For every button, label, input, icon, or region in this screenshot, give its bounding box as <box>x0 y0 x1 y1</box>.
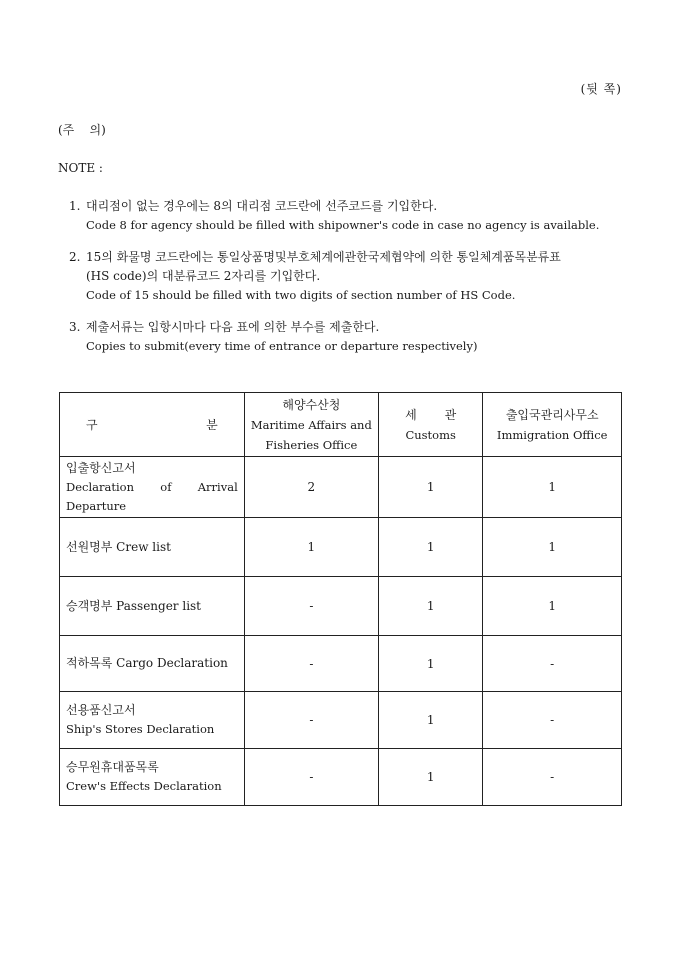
customs-copies: 1 <box>378 692 482 749</box>
row-category: 선원명부 Crew list <box>60 518 245 577</box>
table-header-row <box>60 393 622 457</box>
maritime-copies: 2 <box>244 457 378 518</box>
immigration-copies: - <box>483 636 622 692</box>
header-maritime-en-1: Maritime Affairs and <box>250 417 372 432</box>
row-category-en-word: of <box>160 479 172 494</box>
header-maritime-ko: 해양수산청 <box>282 397 341 412</box>
header-customs-en: Customs <box>405 427 456 442</box>
row-category-en: Crew's Effects Declaration <box>66 779 222 793</box>
maritime-copies: 1 <box>244 518 378 577</box>
row-category <box>60 692 245 749</box>
row-category-ko: 승무원휴대품목록 <box>66 760 159 774</box>
row-category <box>60 457 245 518</box>
table-row <box>60 457 622 518</box>
note-number: 2. <box>69 250 81 264</box>
table-row <box>60 749 622 806</box>
note-number: 3. <box>69 320 81 334</box>
table-row <box>60 636 622 692</box>
back-side-label: (뒷 쪽) <box>580 82 622 96</box>
immigration-copies: 1 <box>483 518 622 577</box>
table-row <box>60 577 622 636</box>
row-category-ko: 입출항신고서 <box>66 460 136 475</box>
header-maritime-office <box>244 393 378 457</box>
header-category <box>60 393 245 457</box>
note-item-2 <box>69 248 629 305</box>
maritime-copies: - <box>244 749 378 806</box>
note-heading: NOTE : <box>58 161 103 175</box>
note-text-ko: 15의 화물명 코드란에는 통일상품명및부호체계에관한국제협약에 의한 통일체계품목분류표 <box>86 250 561 264</box>
note-text-ko-continued: (HS code)의 대분류코드 2자리를 기입한다. <box>86 269 321 283</box>
row-category: 적하목록 Cargo Declaration <box>60 636 245 692</box>
note-item-1 <box>69 197 629 235</box>
header-immigration-en: Immigration Office <box>496 427 608 442</box>
caution-heading: (주 의) <box>58 123 106 137</box>
submission-copies-table <box>59 392 622 806</box>
header-immigration-office <box>483 393 622 457</box>
maritime-copies: - <box>244 692 378 749</box>
note-number: 1. <box>69 199 81 213</box>
row-category-en-word: Declaration <box>66 479 134 494</box>
row-category <box>60 749 245 806</box>
table-row <box>60 518 622 577</box>
notes-list <box>69 197 629 369</box>
header-maritime-en-2: Fisheries Office <box>265 437 358 452</box>
immigration-copies: 1 <box>483 577 622 636</box>
table-row <box>60 692 622 749</box>
header-immigration-ko: 출입국관리사무소 <box>505 407 599 422</box>
note-text-ko: 제출서류는 입항시마다 다음 표에 의한 부수를 제출한다. <box>86 320 380 334</box>
row-category-en: Ship's Stores Declaration <box>66 722 215 736</box>
immigration-copies: - <box>483 749 622 806</box>
immigration-copies: 1 <box>483 457 622 518</box>
customs-copies: 1 <box>378 636 482 692</box>
note-text-en: Code of 15 should be filled with two digits of section number of HS Code. <box>86 288 516 302</box>
row-category: 승객명부 Passenger list <box>60 577 245 636</box>
header-category-left: 구 <box>86 417 98 432</box>
customs-copies: 1 <box>378 577 482 636</box>
note-item-3 <box>69 318 629 356</box>
note-text-ko: 대리점이 없는 경우에는 8의 대리점 코드란에 선주코드를 기입한다. <box>86 199 438 213</box>
row-category-en-word: Arrival <box>197 479 238 494</box>
header-category-right: 분 <box>206 417 218 432</box>
maritime-copies: - <box>244 636 378 692</box>
customs-copies: 1 <box>378 749 482 806</box>
customs-copies: 1 <box>378 518 482 577</box>
header-customs-ko-right: 관 <box>444 407 457 422</box>
row-category-en <box>66 478 238 497</box>
maritime-copies: - <box>244 577 378 636</box>
header-customs <box>378 393 482 457</box>
row-category-ko: 선용품신고서 <box>66 703 136 717</box>
customs-copies: 1 <box>378 457 482 518</box>
header-customs-ko-left: 세 <box>405 407 417 422</box>
immigration-copies: - <box>483 692 622 749</box>
row-category-en-continued: Departure <box>66 498 127 513</box>
note-text-en: Copies to submit(every time of entrance or departure respectively) <box>86 339 478 353</box>
note-text-en: Code 8 for agency should be filled with shipowner's code in case no agency is available. <box>86 218 600 232</box>
